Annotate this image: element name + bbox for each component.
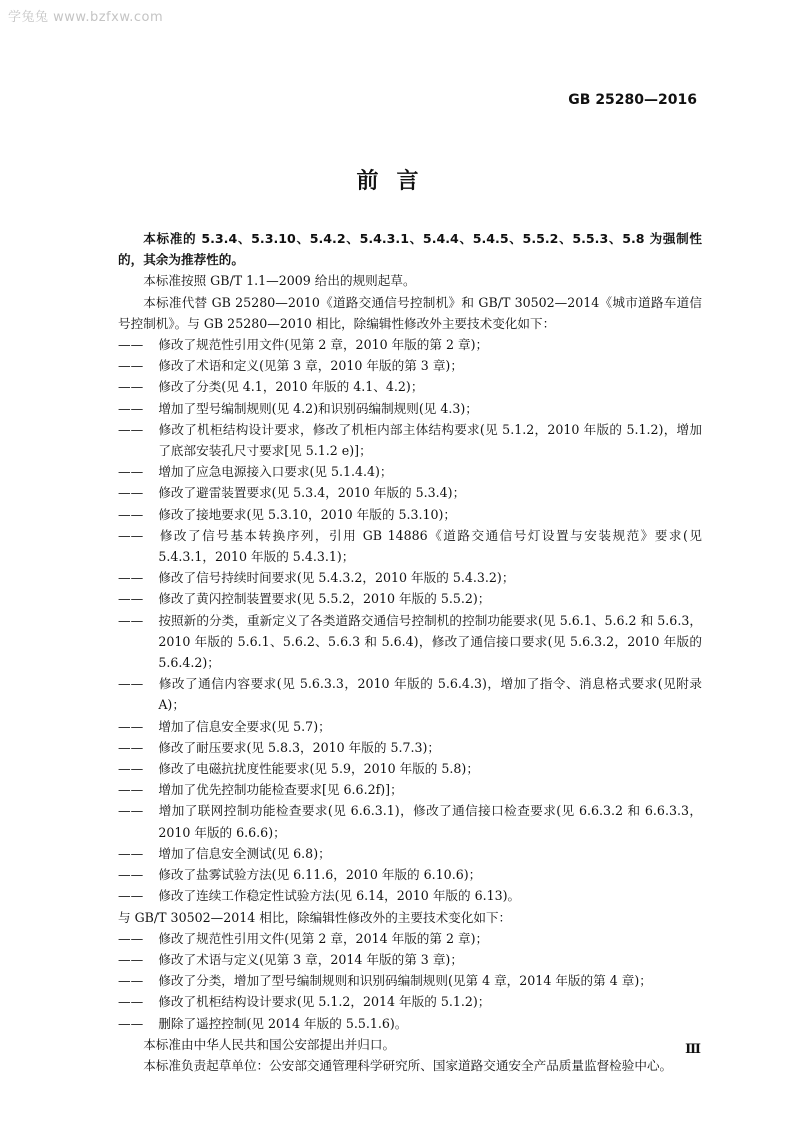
list-item: —— 按照新的分类，重新定义了各类道路交通信号控制机的控制功能要求(见 5.6.1、5.6.2 和 5.6.3，2010 年版的 5.6.1、5.6.2、5.6.3 和 5.6.4)，修改了通信接口要求(见 5.6.3.2，2010 年版的 5.6.4.2)；: [118, 612, 702, 671]
list-item: —— 修改了黄闪控制装置要求(见 5.5.2，2010 年版的 5.5.2)；: [118, 591, 491, 607]
list-item: —— 修改了通信内容要求(见 5.6.3.3，2010 年版的 5.6.4.3)，增加了指令、消息格式要求(见附录 A)；: [118, 676, 702, 713]
list-item: —— 修改了耐压要求(见 5.8.3，2010 年版的 5.7.3)；: [118, 739, 441, 755]
page-number: Ⅲ: [685, 1042, 701, 1057]
list-item: —— 增加了信息安全要求(见 5.7)；: [118, 718, 331, 734]
changes-2010-list: [118, 334, 702, 906]
proposer-paragraph: 本标准由中华人民共和国公安部提出并归口。: [143, 1036, 396, 1052]
watermark: 学兔兔 www.bzfxw.com: [8, 10, 164, 25]
list-item: —— 增加了型号编制规则(见 4.2)和识别码编制规则(见 4.3)；: [118, 400, 478, 416]
mandatory-statement: 本标准的 5.3.4、5.3.10、5.4.2、5.4.3.1、5.4.4、5.4.5、5.5.2、5.5.3、5.8 为强制性的，其余为推荐性的。: [118, 231, 702, 268]
list-item: —— 修改了规范性引用文件(见第 2 章，2010 年版的第 2 章)；: [118, 337, 489, 353]
list-item: —— 修改了信号基本转换序列，引用 GB 14886《道路交通信号灯设置与安装规范》要求(见 5.4.3.1，2010 年版的 5.4.3.1)；: [118, 527, 702, 565]
changes-2014-list: [118, 928, 702, 1034]
list-item: —— 修改了接地要求(见 5.3.10，2010 年版的 5.3.10)；: [118, 506, 457, 522]
list-item: —— 增加了信息安全测试(见 6.8)；: [118, 845, 331, 861]
replacement-paragraph: 本标准代替 GB 25280—2010《道路交通信号控制机》和 GB/T 30502—2014《城市道路车道信号控制机》。与 GB 25280—2010 相比，除编辑性修改外主要技术变化如下：: [118, 294, 702, 331]
drafting-rules-paragraph: 本标准按照 GB/T 1.1—2009 给出的规则起草。: [143, 273, 416, 289]
list-item: —— 增加了应急电源接入口要求(见 5.1.4.4)；: [118, 464, 393, 480]
page-title: 前言: [356, 169, 437, 194]
list-item: —— 修改了规范性引用文件(见第 2 章，2014 年版的第 2 章)；: [118, 930, 489, 946]
list-item: —— 修改了术语和定义(见第 3 章，2010 年版的第 3 章)；: [118, 358, 463, 374]
foreword-body: [118, 228, 702, 1076]
list-item: —— 修改了机柜结构设计要求(见 5.1.2，2014 年版的 5.1.2)；: [118, 994, 491, 1010]
comparison-2014-paragraph: 与 GB/T 30502—2014 相比，除编辑性修改外的主要技术变化如下：: [118, 909, 512, 925]
list-item: —— 修改了分类，增加了型号编制规则和识别码编制规则(见第 4 章，2014 年版的第 4 章)；: [118, 973, 652, 989]
list-item: —— 修改了电磁抗扰度性能要求(见 5.9，2010 年版的 5.8)；: [118, 761, 479, 777]
list-item: —— 修改了信号持续时间要求(见 5.4.3.2，2010 年版的 5.4.3.2)；: [118, 570, 515, 586]
list-item: —— 修改了机柜结构设计要求，修改了机柜内部主体结构要求(见 5.1.2，2010 年版的 5.1.2)，增加了底部安装孔尺寸要求[见 5.1.2 e)]；: [118, 421, 702, 459]
list-item: —— 修改了术语与定义(见第 3 章，2014 年版的第 3 章)；: [118, 951, 463, 967]
list-item: —— 增加了联网控制功能检查要求(见 6.6.3.1)，修改了通信接口检查要求(见 6.6.3.2 和 6.6.3.3，2010 年版的 6.6.6)；: [118, 803, 702, 840]
list-item: —— 修改了连续工作稳定性试验方法(见 6.14，2010 年版的 6.13)。: [118, 888, 521, 904]
list-item: —— 修改了盐雾试验方法(见 6.11.6，2010 年版的 6.10.6)；: [118, 867, 482, 883]
list-item: —— 删除了遥控控制(见 2014 年版的 5.5.1.6)。: [118, 1015, 408, 1031]
list-item: —— 增加了优先控制功能检查要求[见 6.6.2f)]；: [118, 782, 403, 798]
list-item: —— 修改了分类(见 4.1，2010 年版的 4.1、4.2)；: [118, 379, 424, 395]
list-item: —— 修改了避雷装置要求(见 5.3.4，2010 年版的 5.3.4)；: [118, 485, 466, 501]
drafter-paragraph: 本标准负责起草单位：公安部交通管理科学研究所、国家道路交通安全产品质量监督检验中心。: [143, 1057, 673, 1073]
standard-number: GB 25280—2016: [568, 92, 697, 108]
